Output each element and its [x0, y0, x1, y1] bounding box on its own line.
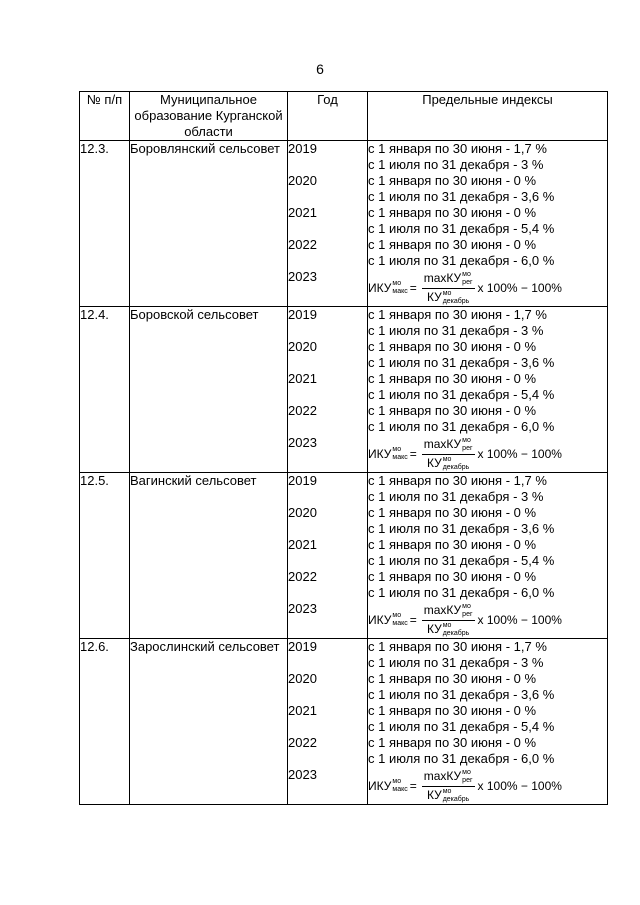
formula-den-scripts — [443, 622, 470, 638]
index-line: с 1 января по 30 июня - 0 % — [368, 671, 537, 686]
formula-den-sub: декабрь — [442, 463, 470, 471]
index-formula — [368, 436, 607, 472]
formula-lhs: ИКУ — [368, 447, 392, 461]
formula-num-scripts — [462, 603, 472, 619]
formula-num-sub: рег — [462, 610, 473, 618]
year-cell — [288, 307, 368, 473]
formula-lhs: ИКУ — [368, 779, 392, 793]
index-line: с 1 июля по 31 декабря - 3,6 % — [368, 521, 555, 536]
table-header-row — [80, 92, 608, 141]
indices-cell — [368, 473, 608, 639]
index-formula — [368, 768, 607, 804]
municipality-name: Боровской сельсовет — [130, 307, 288, 473]
formula-denominator — [425, 289, 471, 306]
formula-den-sup: мо — [442, 289, 452, 297]
formula-den-sub: декабрь — [442, 629, 470, 637]
municipality-name: Зарослинский сельсовет — [130, 639, 288, 805]
formula-denominator — [425, 621, 471, 638]
formula-den-sub: декабрь — [442, 297, 470, 305]
formula-lhs: ИКУ — [368, 281, 392, 295]
index-line: с 1 июля по 31 декабря - 5,4 % — [368, 553, 555, 568]
formula-numerator — [422, 603, 475, 621]
table-row — [80, 141, 608, 307]
formula-equals: = — [409, 779, 417, 793]
formula-lhs-sub: макс — [392, 786, 408, 793]
formula-num-scripts — [462, 437, 472, 453]
formula-num-main: maxКУ — [423, 768, 462, 783]
index-line: с 1 июля по 31 декабря - 6,0 % — [368, 751, 555, 766]
formula-equals: = — [409, 281, 417, 295]
index-line: с 1 июля по 31 декабря - 5,4 % — [368, 387, 555, 402]
formula-lhs-scripts — [392, 612, 407, 628]
formula-equals: = — [409, 613, 417, 627]
formula-num-sub: рег — [462, 776, 473, 784]
formula-lhs-sup: мо — [392, 280, 402, 287]
index-line: с 1 июля по 31 декабря - 5,4 % — [368, 221, 555, 236]
formula-num-main: maxКУ — [423, 602, 462, 617]
year-value: 2023 — [288, 601, 317, 616]
municipality-name: Боровлянский сельсовет — [130, 141, 288, 307]
formula-denominator — [425, 787, 471, 804]
year-value: 2019 — [288, 473, 317, 488]
formula-numerator — [422, 769, 475, 787]
formula-den-main: КУ — [426, 289, 442, 304]
row-number: 12.6. — [80, 639, 130, 805]
index-line: с 1 июля по 31 декабря - 5,4 % — [368, 719, 555, 734]
year-value: 2022 — [288, 403, 317, 418]
header-num: № п/п — [80, 92, 130, 141]
formula-fraction — [422, 769, 475, 804]
formula-num-sub: рег — [462, 278, 473, 286]
index-line: с 1 января по 30 июня - 0 % — [368, 537, 537, 552]
index-line: с 1 января по 30 июня - 0 % — [368, 237, 537, 252]
row-number: 12.5. — [80, 473, 130, 639]
formula-num-sub: рег — [462, 444, 473, 452]
header-year: Год — [288, 92, 368, 141]
formula-lhs-sub: макс — [392, 288, 408, 295]
row-number: 12.3. — [80, 141, 130, 307]
formula-den-sup: мо — [442, 455, 452, 463]
index-line: с 1 января по 30 июня - 0 % — [368, 173, 537, 188]
year-value: 2023 — [288, 269, 317, 284]
table-row — [80, 473, 608, 639]
index-formula — [368, 270, 607, 306]
formula-den-scripts — [443, 788, 470, 804]
index-line: с 1 января по 30 июня - 1,7 % — [368, 639, 547, 654]
index-line: с 1 января по 30 июня - 0 % — [368, 339, 537, 354]
index-line: с 1 июля по 31 декабря - 3 % — [368, 655, 544, 670]
formula-fraction — [422, 271, 475, 306]
index-line: с 1 июля по 31 декабря - 3 % — [368, 489, 544, 504]
formula-tail: x 100% − 100% — [477, 613, 562, 627]
indices-cell — [368, 307, 608, 473]
indices-cell — [368, 141, 608, 307]
formula-equals: = — [409, 447, 417, 461]
header-indices: Предельные индексы — [368, 92, 608, 141]
formula-den-main: КУ — [426, 787, 442, 802]
formula-lhs-sup: мо — [392, 446, 402, 453]
index-line: с 1 июля по 31 декабря - 6,0 % — [368, 419, 555, 434]
formula-den-main: КУ — [426, 621, 442, 636]
year-cell — [288, 639, 368, 805]
formula-num-sup: мо — [462, 436, 471, 444]
index-formula — [368, 602, 607, 638]
formula-den-scripts — [443, 456, 470, 472]
formula-numerator — [422, 271, 475, 289]
formula-num-main: maxКУ — [423, 436, 462, 451]
formula-lhs-scripts — [392, 778, 407, 794]
index-line: с 1 июля по 31 декабря - 6,0 % — [368, 253, 555, 268]
year-value: 2020 — [288, 505, 317, 520]
formula-den-main: КУ — [426, 455, 442, 470]
page-number: 6 — [316, 61, 324, 77]
year-value: 2022 — [288, 735, 317, 750]
index-line: с 1 января по 30 июня - 1,7 % — [368, 141, 547, 156]
year-value: 2021 — [288, 371, 317, 386]
table-row — [80, 639, 608, 805]
index-line: с 1 января по 30 июня - 0 % — [368, 403, 537, 418]
index-line: с 1 января по 30 июня - 0 % — [368, 703, 537, 718]
year-cell — [288, 141, 368, 307]
year-value: 2022 — [288, 569, 317, 584]
formula-num-sup: мо — [462, 602, 471, 610]
indices-cell — [368, 639, 608, 805]
year-value: 2023 — [288, 767, 317, 782]
formula-num-main: maxКУ — [423, 270, 462, 285]
formula-num-scripts — [462, 271, 472, 287]
formula-lhs-sub: макс — [392, 454, 408, 461]
formula-lhs-scripts — [392, 280, 407, 296]
formula-den-sup: мо — [442, 621, 452, 629]
formula-denominator — [425, 455, 471, 472]
row-number: 12.4. — [80, 307, 130, 473]
index-line: с 1 января по 30 июня - 0 % — [368, 569, 537, 584]
year-value: 2019 — [288, 639, 317, 654]
formula-den-scripts — [443, 290, 470, 306]
year-value: 2023 — [288, 435, 317, 450]
index-line: с 1 января по 30 июня - 1,7 % — [368, 307, 547, 322]
index-line: с 1 января по 30 июня - 1,7 % — [368, 473, 547, 488]
index-line: с 1 января по 30 июня - 0 % — [368, 735, 537, 750]
formula-lhs-sup: мо — [392, 612, 402, 619]
year-value: 2020 — [288, 173, 317, 188]
formula-lhs-sub: макс — [392, 620, 408, 627]
formula-fraction — [422, 603, 475, 638]
index-line: с 1 января по 30 июня - 0 % — [368, 505, 537, 520]
formula-lhs-scripts — [392, 446, 407, 462]
year-cell — [288, 473, 368, 639]
year-value: 2020 — [288, 339, 317, 354]
year-value: 2021 — [288, 205, 317, 220]
limit-indices-table — [79, 91, 608, 805]
formula-den-sup: мо — [442, 787, 452, 795]
year-value: 2021 — [288, 537, 317, 552]
formula-lhs-sup: мо — [392, 778, 402, 785]
index-line: с 1 января по 30 июня - 0 % — [368, 205, 537, 220]
municipality-name: Вагинский сельсовет — [130, 473, 288, 639]
index-line: с 1 июля по 31 декабря - 3,6 % — [368, 687, 555, 702]
index-line: с 1 июля по 31 декабря - 6,0 % — [368, 585, 555, 600]
formula-tail: x 100% − 100% — [477, 447, 562, 461]
year-value: 2019 — [288, 141, 317, 156]
index-line: с 1 января по 30 июня - 0 % — [368, 371, 537, 386]
formula-tail: x 100% − 100% — [477, 779, 562, 793]
formula-num-scripts — [462, 769, 472, 785]
year-value: 2021 — [288, 703, 317, 718]
formula-den-sub: декабрь — [442, 795, 470, 803]
formula-lhs: ИКУ — [368, 613, 392, 627]
header-municipality: Муниципальное образование Курганской области — [130, 92, 288, 141]
index-line: с 1 июля по 31 декабря - 3,6 % — [368, 355, 555, 370]
index-line: с 1 июля по 31 декабря - 3 % — [368, 323, 544, 338]
index-line: с 1 июля по 31 декабря - 3,6 % — [368, 189, 555, 204]
year-value: 2019 — [288, 307, 317, 322]
index-line: с 1 июля по 31 декабря - 3 % — [368, 157, 544, 172]
formula-numerator — [422, 437, 475, 455]
formula-fraction — [422, 437, 475, 472]
formula-num-sup: мо — [462, 270, 471, 278]
year-value: 2020 — [288, 671, 317, 686]
formula-tail: x 100% − 100% — [477, 281, 562, 295]
table-row — [80, 307, 608, 473]
year-value: 2022 — [288, 237, 317, 252]
formula-num-sup: мо — [462, 768, 471, 776]
